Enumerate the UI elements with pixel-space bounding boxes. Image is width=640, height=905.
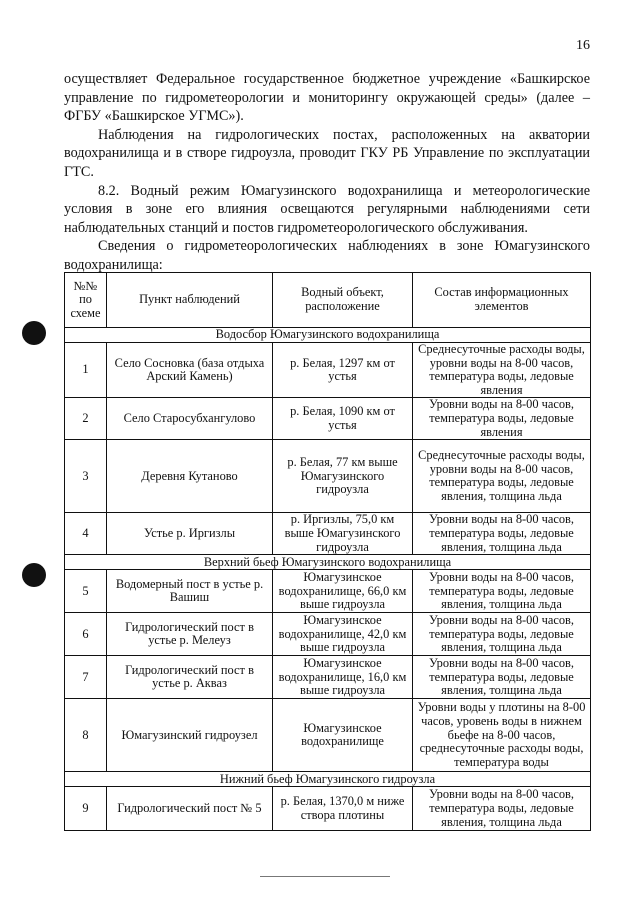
observation-point: Гидрологический пост в устье р. Акваз	[107, 656, 273, 699]
section-heading: Водосбор Юмагузинского водохранилища	[65, 328, 591, 343]
section-row	[65, 772, 591, 787]
observation-point: Село Сосновка (база отдыха Арский Камень)	[107, 343, 273, 398]
table-row	[65, 440, 591, 513]
page-number: 16	[576, 38, 590, 53]
water-object: Юмагузинское водохранилище, 42,0 км выше гидроузла	[273, 613, 413, 656]
water-object: р. Белая, 1370,0 м ниже створа плотины	[273, 787, 413, 831]
paragraph: Сведения о гидрометеорологических наблюдениях в зоне Юмагузинского водохранилища:	[64, 238, 590, 273]
info-elements: Среднесуточные расходы воды, уровни воды на 8-00 часов, температура воды, ледовые явления	[413, 343, 591, 398]
table-row	[65, 699, 591, 772]
column-header: Состав информационных элементов	[413, 273, 591, 328]
table-row	[65, 343, 591, 398]
column-header: Пункт наблюдений	[107, 273, 273, 328]
table-row	[65, 513, 591, 555]
column-header: Водный объект, расположение	[273, 273, 413, 328]
table-row	[65, 613, 591, 656]
info-elements: Среднесуточные расходы воды, уровни воды на 8-00 часов, температура воды, ледовые явления, толщина льда	[413, 440, 591, 513]
column-header: №№ по схеме	[65, 273, 107, 328]
info-elements: Уровни воды на 8-00 часов, температура воды, ледовые явления, толщина льда	[413, 513, 591, 555]
row-number: 1	[65, 343, 107, 398]
paragraph: Наблюдения на гидрологических постах, расположенных на акватории водохранилища и в створе гидроузла, проводит ГКУ РБ Управление по эксплуатации ГТС.	[64, 126, 590, 180]
observation-point: Гидрологический пост № 5	[107, 787, 273, 831]
row-number: 6	[65, 613, 107, 656]
table-row	[65, 787, 591, 831]
water-object: р. Белая, 1297 км от устья	[273, 343, 413, 398]
row-number: 8	[65, 699, 107, 772]
row-number: 3	[65, 440, 107, 513]
observation-point: Юмагузинский гидроузел	[107, 699, 273, 772]
row-number: 7	[65, 656, 107, 699]
row-number: 4	[65, 513, 107, 555]
water-object: р. Иргизлы, 75,0 км выше Юмагузинского гидроузла	[273, 513, 413, 555]
water-object: Юмагузинское водохранилище	[273, 699, 413, 772]
observations-table	[64, 272, 591, 831]
paragraph: 8.2. Водный режим Юмагузинского водохранилища и метеорологические условия в зоне его влияния освещаются регулярными наблюдениями сети наблюдательных станций и постов гидрометеорологического обслуживания.	[64, 182, 590, 236]
info-elements: Уровни воды на 8-00 часов, температура воды, ледовые явления	[413, 398, 591, 440]
row-number: 9	[65, 787, 107, 831]
table-header-row	[65, 273, 591, 328]
table-row	[65, 656, 591, 699]
water-object: р. Белая, 77 км выше Юмагузинского гидроузла	[273, 440, 413, 513]
water-object: р. Белая, 1090 км от устья	[273, 398, 413, 440]
scan-edge-line	[260, 876, 390, 877]
observation-point: Село Старосубхангулово	[107, 398, 273, 440]
water-object: Юмагузинское водохранилище, 66,0 км выше гидроузла	[273, 570, 413, 613]
binder-hole-punch	[22, 321, 46, 345]
observation-point: Деревня Кутаново	[107, 440, 273, 513]
section-heading: Нижний бьеф Юмагузинского гидроузла	[65, 772, 591, 787]
binder-hole-punch	[22, 563, 46, 587]
row-number: 5	[65, 570, 107, 613]
info-elements: Уровни воды у плотины на 8-00 часов, уровень воды в нижнем бьефе на 8-00 часов, среднесуточные расходы воды, температура воды	[413, 699, 591, 772]
observation-point: Водомерный пост в устье р. Вашиш	[107, 570, 273, 613]
observation-point: Гидрологический пост в устье р. Мелеуз	[107, 613, 273, 656]
section-heading: Верхний бьеф Юмагузинского водохранилища	[65, 555, 591, 570]
water-object: Юмагузинское водохранилище, 16,0 км выше гидроузла	[273, 656, 413, 699]
info-elements: Уровни воды на 8-00 часов, температура воды, ледовые явления, толщина льда	[413, 656, 591, 699]
section-row	[65, 555, 591, 570]
section-row	[65, 328, 591, 343]
paragraph: осуществляет Федеральное государственное бюджетное учреждение «Башкирское управление по гидрометеорологии и мониторингу окружающей среды» (далее – ФГБУ «Башкирское УГМС»).	[64, 71, 590, 125]
table-row	[65, 570, 591, 613]
info-elements: Уровни воды на 8-00 часов, температура воды, ледовые явления, толщина льда	[413, 613, 591, 656]
observation-point: Устье р. Иргизлы	[107, 513, 273, 555]
info-elements: Уровни воды на 8-00 часов, температура воды, ледовые явления, толщина льда	[413, 570, 591, 613]
body-text	[64, 70, 590, 275]
table-row	[65, 398, 591, 440]
row-number: 2	[65, 398, 107, 440]
info-elements: Уровни воды на 8-00 часов, температура воды, ледовые явления, толщина льда	[413, 787, 591, 831]
